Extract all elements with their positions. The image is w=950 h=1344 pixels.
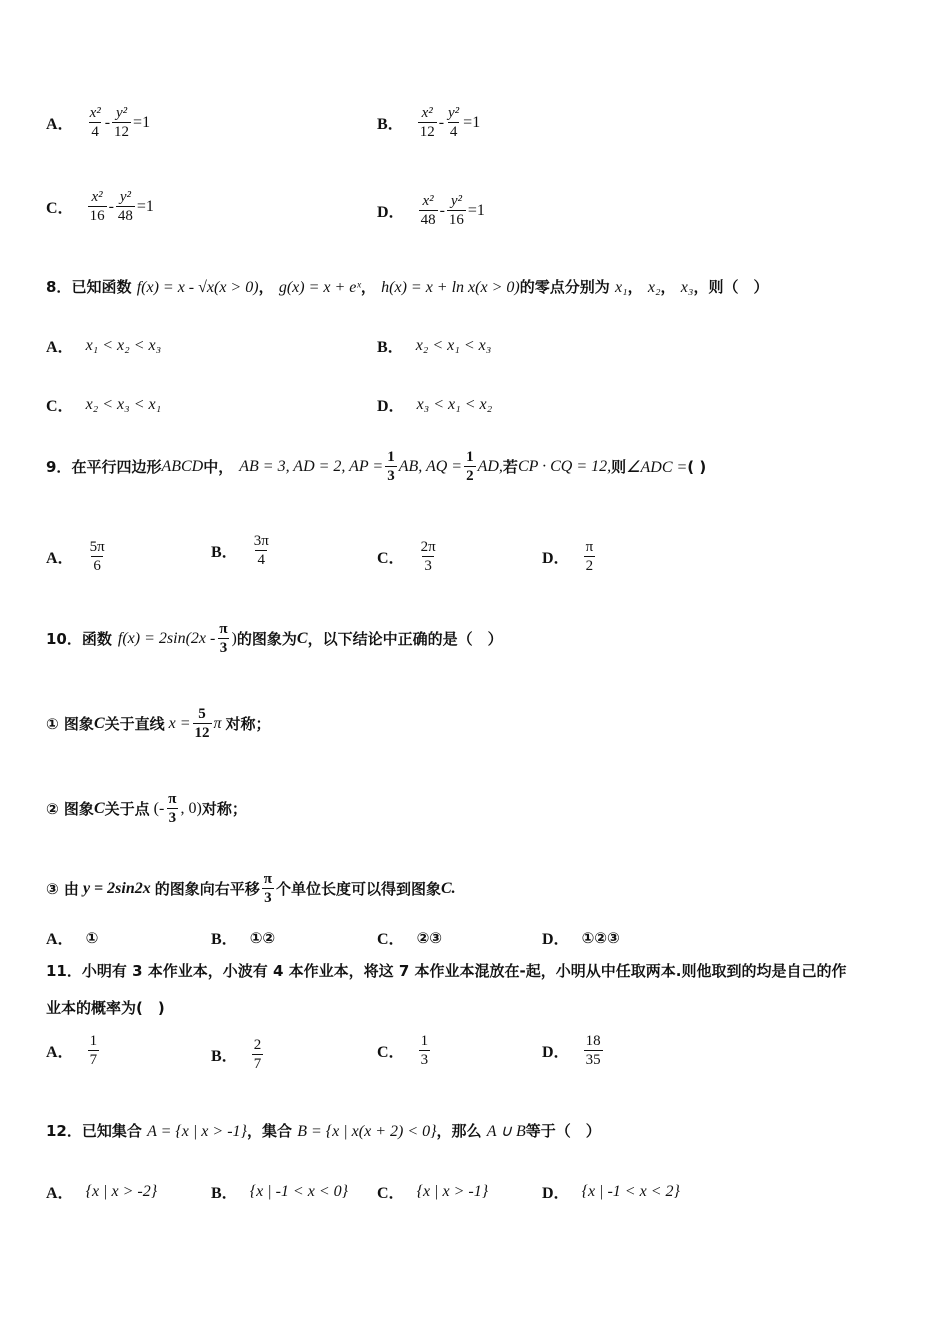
q8-option-a[interactable]: A． x₁ < x₂ < x₃ [46, 336, 162, 356]
option-label: B． [377, 116, 404, 133]
question-12: 12．已知集合 A = {x | x > -1}，集合 B = {x | x(x + 2) < 0}，那么 A ∪ B等于（ ） [46, 1122, 601, 1140]
fraction: $\frac{\text{y²}}{16}$ [448, 193, 464, 228]
q12-option-b[interactable]: B． {x | -1 < x < 0} [211, 1182, 349, 1202]
q7-option-d[interactable]: D． $\frac{\text{x²}}{48}$ - $\frac{\text{y²}}{16}$ =1 [377, 193, 485, 228]
q7-option-a[interactable]: A． $\frac{\text{x²}}{4}$ - $\frac{\text{y²}}{12}$ =1 [46, 105, 151, 140]
q7-option-c[interactable]: C． $\frac{\text{x²}}{16}$ - $\frac{\text{y²}}{48}$ =1 [46, 189, 154, 224]
q12-option-d[interactable]: D． {x | -1 < x < 2} [542, 1182, 680, 1202]
q8-option-d[interactable]: D． x₃ < x₁ < x₂ [377, 395, 493, 415]
q8-option-c[interactable]: C． x₂ < x₃ < x₁ [46, 395, 162, 415]
q9-option-b[interactable]: B． $\frac{3\pi}{4}$ [211, 533, 269, 568]
question-number: 9． [46, 458, 72, 476]
fraction: $\frac{\text{y²}}{48}$ [117, 189, 133, 224]
fraction: $\frac{\text{y²}}{4}$ [448, 105, 460, 140]
fraction: $\frac{1}{2}$ [466, 449, 474, 484]
fraction: $\frac{\text{x²}}{48}$ [420, 193, 436, 228]
q9-option-c[interactable]: C． $\frac{2\pi}{3}$ [377, 539, 436, 574]
statement-3: ③ 由 y = 2sin2x 的图象向右平移 $\frac{\pi}{3}$ 个单位长度可以得到图象 C. [46, 871, 456, 906]
q10-option-c[interactable]: C． ②③ [377, 928, 442, 948]
q7-option-b[interactable]: B． $\frac{\text{x²}}{12}$ - $\frac{\text{y²}}{4}$ =1 [377, 105, 481, 140]
q9-option-d[interactable]: D． $\frac{\pi}{2}$ [542, 539, 594, 574]
q10-option-a[interactable]: A． ① [46, 928, 99, 948]
math-g: g(x) = x + eˣ [278, 279, 361, 296]
math-f: f(x) = x - √x(x > 0) [136, 279, 259, 296]
option-label: A． [46, 116, 74, 133]
q11-option-c[interactable]: C． $\frac{1}{3}$ [377, 1033, 429, 1068]
question-11-line-2: 业本的概率为( ) [46, 999, 165, 1017]
q11-option-a[interactable]: A． $\frac{1}{7}$ [46, 1033, 98, 1068]
question-number: 12． [46, 1122, 82, 1140]
fraction: $\frac{1}{3}$ [387, 449, 395, 484]
q10-option-b[interactable]: B． ①② [211, 928, 276, 948]
q12-option-c[interactable]: C． {x | x > -1} [377, 1182, 489, 1202]
q8-option-b[interactable]: B． x₂ < x₁ < x₃ [377, 336, 492, 356]
statement-2: ② 图象 C 关于点 (- $\frac{\pi}{3}$ , 0) 对称； [46, 791, 247, 826]
fraction: $\frac{\text{y²}}{12}$ [114, 105, 130, 140]
q9-option-a[interactable]: A． $\frac{5\pi}{6}$ [46, 539, 105, 574]
q12-option-a[interactable]: A． {x | x > -2} [46, 1182, 158, 1202]
question-11-line-1: 11．小明有 3 本作业本，小波有 4 本作业本，将这 7 本作业本混放在-起，小明从中任取两本.则他取到的均是自己的作 [46, 962, 847, 980]
question-number: 10． [46, 630, 82, 648]
option-label: D． [377, 204, 405, 221]
statement-1: ① 图象 C 关于直线 x = $\frac{5}{12}$ π 对称； [46, 706, 271, 741]
fraction: $\frac{\text{x²}}{4}$ [89, 105, 101, 140]
option-label: C． [46, 200, 74, 217]
fraction: $\frac{\text{x²}}{16}$ [89, 189, 105, 224]
question-8: 8．已知函数 f(x) = x - √x(x > 0)， g(x) = x + eˣ， h(x) = x + ln x(x > 0)的零点分别为 x₁， x₂， x₃，则（ ） [46, 278, 769, 296]
question-10: 10． 函数 f(x) = 2sin(2x - $\frac{\pi}{3}$ ) 的图象为 C ，以下结论中正确的是（ ） [46, 621, 503, 656]
question-9: 9． 在平行四边形 ABCD 中， AB = 3, AD = 2, AP = $\frac{1}{3}$ AB, AQ = $\frac{1}{2}$ AD, 若 CP · CQ = 12, 则 ∠ADC = ( ) [46, 449, 707, 484]
q10-option-d[interactable]: D． ①②③ [542, 928, 620, 948]
math-h: h(x) = x + ln x(x > 0) [381, 279, 520, 296]
fraction: $\frac{\text{x²}}{12}$ [419, 105, 435, 140]
q11-option-d[interactable]: D． $\frac{18}{35}$ [542, 1033, 601, 1068]
q11-option-b[interactable]: B． $\frac{2}{7}$ [211, 1037, 262, 1072]
question-number: 8． [46, 278, 72, 296]
